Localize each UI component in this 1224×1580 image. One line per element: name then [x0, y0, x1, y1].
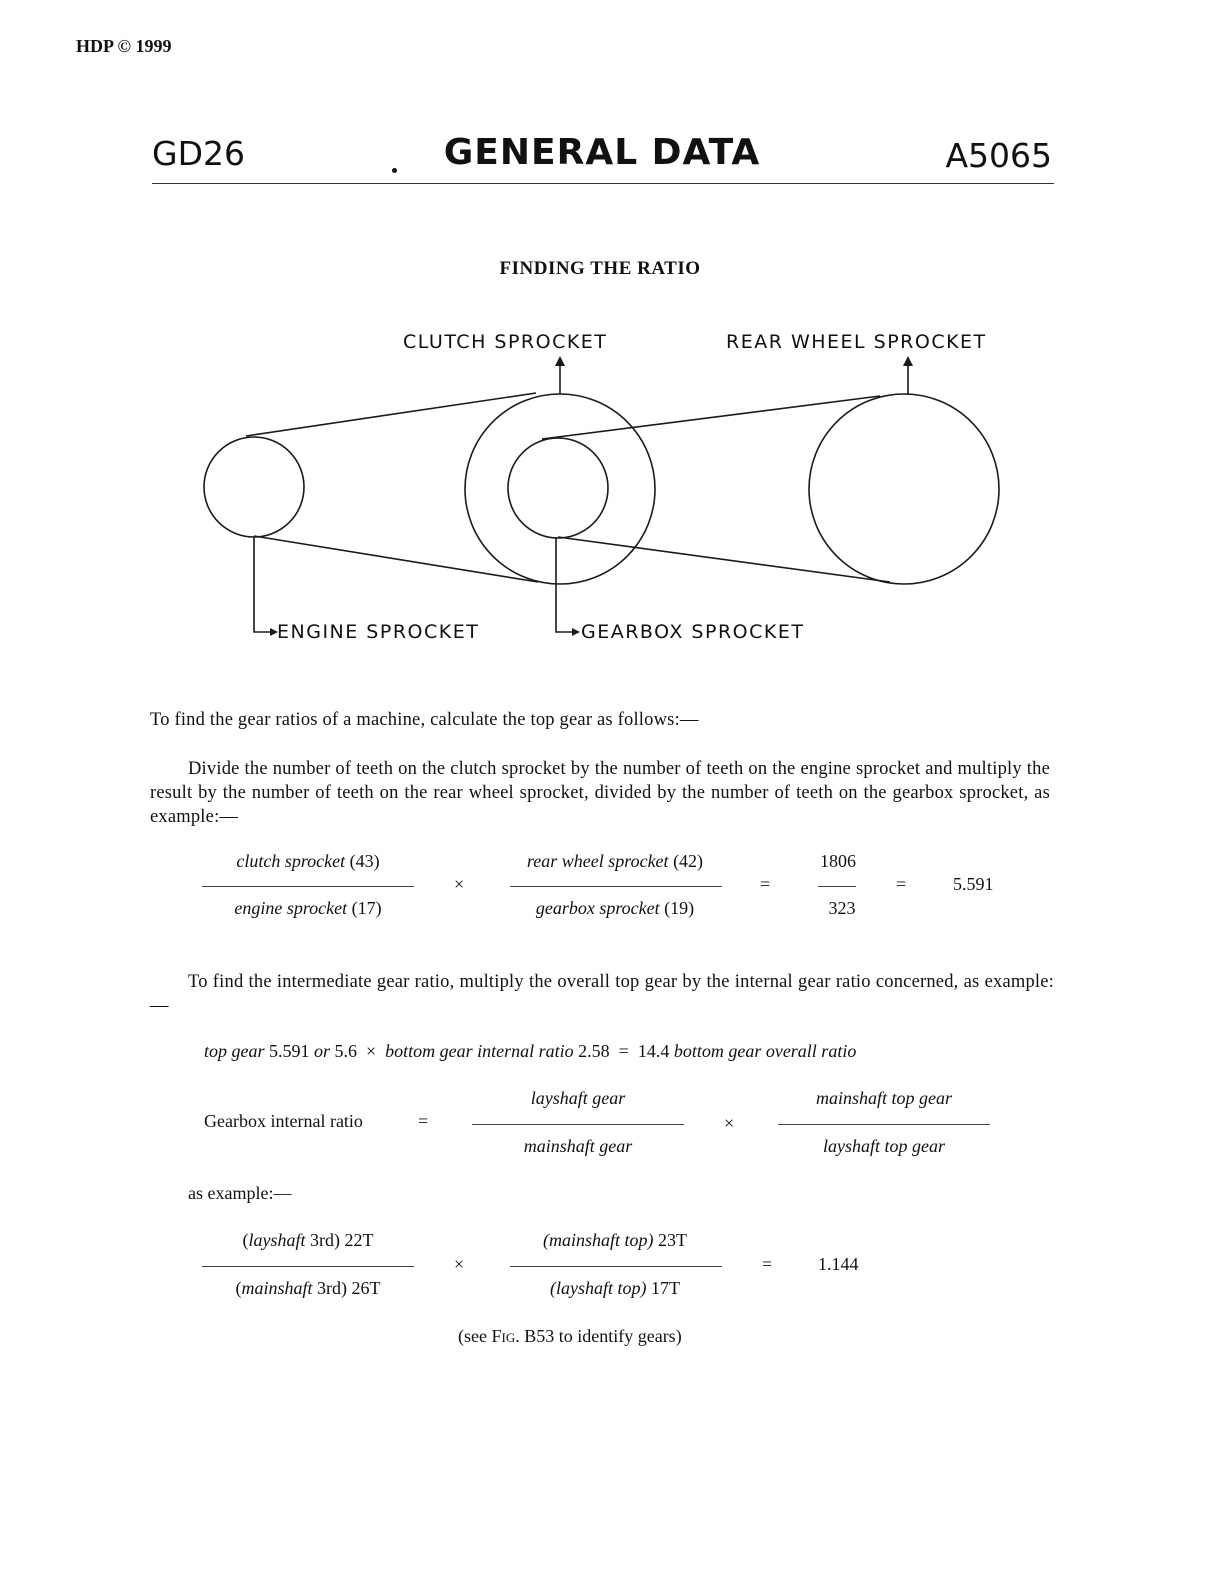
clutch-sprocket-numerator: clutch sprocket (43) — [236, 851, 380, 871]
gearbox-leader-line — [556, 538, 574, 632]
page-title: GENERAL DATA — [443, 132, 761, 173]
figure-reference-note: (see Fig. B53 to identify gears) — [458, 1326, 682, 1346]
multiply-sign: × — [454, 874, 465, 894]
rear-wheel-sprocket-label: REAR WHEEL SPROCKET — [726, 331, 987, 353]
clutch-sprocket-circle — [465, 394, 655, 584]
product-numerator: 1806 — [820, 851, 856, 871]
fraction-bar — [202, 1266, 414, 1267]
page-code-right: A5065 — [945, 136, 1052, 175]
mainshaft-3rd-denominator: (mainshaft 3rd) 26T — [235, 1278, 381, 1298]
bottom-gear-formula: top gear 5.591 or 5.6 × bottom gear internal ratio 2.58 = 14.4 bottom gear overall ratio — [204, 1041, 857, 1061]
copyright-notice: HDP © 1999 — [76, 36, 172, 56]
clutch-arrow-icon — [555, 356, 565, 366]
section-title: FINDING THE RATIO — [499, 258, 701, 279]
multiply-sign: × — [454, 1254, 465, 1274]
top-gear-result: 5.591 — [953, 874, 994, 894]
rear-wheel-numerator: rear wheel sprocket (42) — [526, 851, 704, 871]
mainshaft-top-gear-numerator: mainshaft top gear — [815, 1088, 952, 1108]
layshaft-3rd-numerator: (layshaft 3rd) 22T — [242, 1230, 374, 1250]
layshaft-top-denominator: (layshaft top) 17T — [550, 1278, 680, 1298]
equals-sign: = — [762, 1254, 773, 1274]
fraction-bar — [778, 1124, 990, 1125]
gearbox-sprocket-circle — [508, 438, 608, 538]
intro-paragraph: To find the gear ratios of a machine, calculate the top gear as follows:— — [150, 710, 699, 730]
internal-ratio-result: 1.144 — [818, 1254, 859, 1274]
intermediate-paragraph: To find the intermediate gear ratio, multiply the overall top gear by the internal gear ratio concerned, as example:— — [150, 972, 1054, 1016]
multiply-sign: × — [724, 1113, 735, 1133]
fraction-bar — [472, 1124, 684, 1125]
layshaft-gear-numerator: layshaft gear — [530, 1088, 626, 1108]
primary-chain-top — [246, 393, 536, 436]
rear-wheel-sprocket-circle — [809, 394, 999, 584]
gearbox-sprocket-denominator: gearbox sprocket (19) — [535, 898, 695, 918]
fraction-bar — [510, 886, 722, 887]
equals-sign: = — [896, 874, 907, 894]
page-code-left: GD26 — [152, 134, 245, 173]
as-example-label: as example:— — [188, 1183, 292, 1203]
mainshaft-gear-denominator: mainshaft gear — [523, 1136, 633, 1156]
fraction-bar — [818, 886, 856, 887]
gearbox-sprocket-label: GEARBOX SPROCKET — [581, 621, 805, 643]
product-denominator: 323 — [828, 898, 856, 918]
equals-sign: = — [760, 874, 771, 894]
engine-leader-line — [254, 537, 272, 632]
rear-wheel-arrow-icon — [903, 356, 913, 366]
internal-ratio-label: Gearbox internal ratio — [204, 1111, 363, 1131]
secondary-chain-top — [542, 396, 880, 439]
layshaft-top-gear-denominator: layshaft top gear — [823, 1136, 945, 1156]
mainshaft-top-numerator: (mainshaft top) 23T — [543, 1230, 687, 1250]
fraction-bar — [202, 886, 414, 887]
gearbox-arrow-icon — [572, 628, 580, 636]
engine-sprocket-denominator: engine sprocket (17) — [234, 898, 382, 918]
clutch-sprocket-label: CLUTCH SPROCKET — [403, 331, 608, 353]
engine-sprocket-circle — [204, 437, 304, 537]
engine-sprocket-label: ENGINE SPROCKET — [277, 621, 480, 643]
equals-sign: = — [418, 1111, 429, 1131]
fraction-bar — [510, 1266, 722, 1267]
method-paragraph: Divide the number of teeth on the clutch sprocket by the number of teeth on the engine sprocket and multiply the result by the number of teeth on the rear wheel sprocket, divided by the number of teeth on the gearbox sprocket, as example:— — [150, 759, 1050, 827]
sprocket-diagram — [0, 0, 1224, 660]
